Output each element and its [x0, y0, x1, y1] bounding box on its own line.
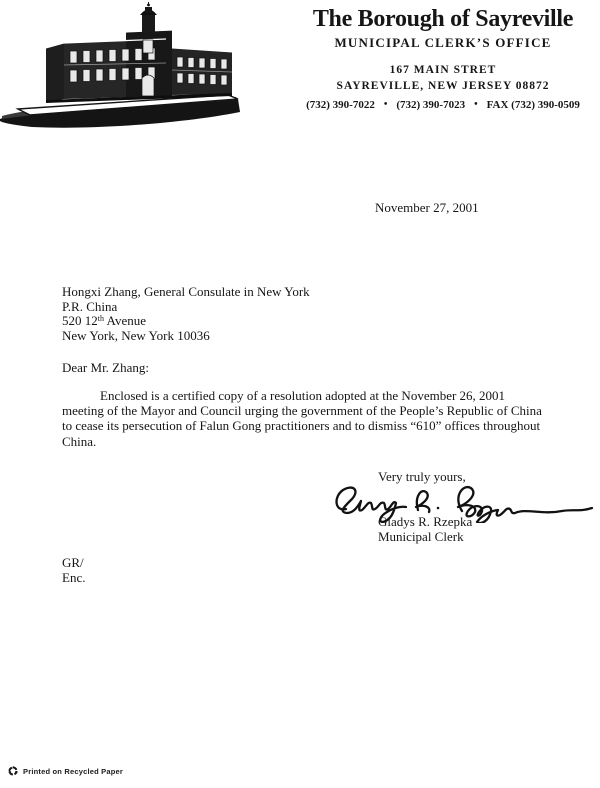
recycled-paper-note: Printed on Recycled Paper [23, 766, 124, 776]
bullet-separator: • [474, 99, 478, 110]
municipal-building-illustration [0, 2, 242, 128]
signer-title: Municipal Clerk [378, 528, 464, 544]
recipient-city: New York, New York 10036 [62, 327, 210, 343]
typist-initials: GR/ [62, 555, 84, 570]
fax-number: FAX (732) 390-0509 [486, 99, 580, 111]
organization-name: The Borough of Sayreville [312, 6, 574, 32]
recipient-street: 520 12th Avenue [62, 313, 146, 329]
municipal-building-engraving-icon [0, 2, 242, 128]
phone-number-1: (732) 390-7022 [306, 99, 375, 111]
recipient-address-block [62, 285, 310, 343]
letterhead [268, 6, 600, 111]
street-address: 167 MAIN STRET [389, 64, 497, 76]
ordinal-suffix: th [97, 314, 104, 324]
signer-name: Gladys R. Rzepka [378, 514, 473, 529]
recipient-country: P.R. China [62, 298, 118, 314]
bullet-separator: • [383, 99, 388, 110]
complimentary-closing: Very truly yours, [378, 469, 466, 484]
enclosure-notation: Enc. [62, 570, 86, 585]
letter-date: November 27, 2001 [375, 200, 479, 215]
recycled-paper-footer [8, 766, 123, 776]
phone-fax-line [268, 99, 600, 111]
salutation: Dear Mr. Zhang: [62, 360, 150, 375]
city-state-zip: SAYREVILLE, NEW JERSEY 08872 [336, 80, 550, 92]
letter-body-paragraph: Enclosed is a certified copy of a resolution adopted at the November 26, 2001 meeting of the Mayor and Council urging the government of the People’s Republic of China to cease its persecution of Falun Gong practitioners and to dismiss “610” offices throughout China. [62, 388, 542, 449]
signature-block [378, 515, 472, 544]
office-name: MUNICIPAL CLERK’S OFFICE [334, 35, 552, 50]
recycle-icon [8, 766, 18, 776]
recipient-name: Hongxi Zhang, General Consulate in New York [62, 284, 310, 299]
phone-number-2: (732) 390-7023 [396, 99, 466, 111]
